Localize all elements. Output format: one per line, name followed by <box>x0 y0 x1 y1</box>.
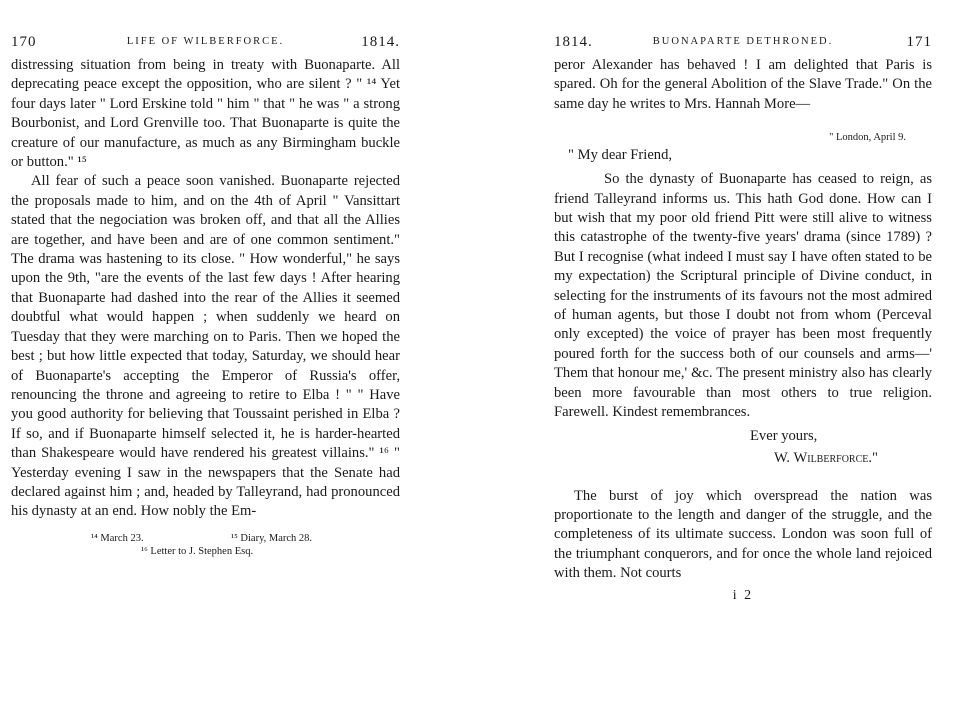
left-page-number: 170 <box>11 34 37 50</box>
right-closing-text <box>554 487 932 584</box>
left-paragraph-1: distressing situation from being in treaty with Buonaparte. All deprecating peace except the opposition, who are silent ? " ¹⁴ Yet four days later " Lord Erskine told " him " that " he was " a strong Bourbonist, and Lord Grenville too. That Buonaparte is quite the creature of our manufacture, as much as any Birmingham buckle or button." ¹⁵ <box>11 57 400 171</box>
signature-line: W. Wilberforce." <box>774 449 878 466</box>
letter-salutation: " My dear Friend, <box>568 147 673 164</box>
footnote-14: ¹⁴ March 23. <box>91 532 144 544</box>
left-year: 1814. <box>361 34 400 50</box>
letter-body <box>554 170 932 422</box>
right-running-head <box>554 34 932 56</box>
right-opening-paragraph: peror Alexander has behaved ! I am delighted that Paris is spared. Oh for the general Abolition of the Slave Trade." On the same day he writes to Mrs. Hannah More— <box>554 57 932 112</box>
letter-closing <box>554 425 932 469</box>
right-year: 1814. <box>554 34 593 50</box>
right-closing-paragraph: The burst of joy which overspread the nation was proportionate to the length and danger of the struggle, and the completeness of its ultimate success. London was soon full of the triumphant conquerors, and for once the whole land rejoiced with them. Not courts <box>554 487 932 582</box>
footnote-15: ¹⁵ Diary, March 28. <box>231 532 313 544</box>
left-running-head <box>11 34 400 56</box>
right-opening-text <box>554 56 932 114</box>
closing-line: Ever yours, <box>750 427 818 444</box>
right-running-title: BUONAPARTE DETHRONED. <box>652 36 834 47</box>
footnote-16: ¹⁶ Letter to J. Stephen Esq. <box>141 545 254 557</box>
left-running-title: LIFE OF WILBERFORCE. <box>126 36 285 47</box>
left-paragraph-2: All fear of such a peace soon vanished. Buonaparte rejected the proposals made to him, and on the 4th of April " Vansittart stated that the negociation was broken off, and that all the Allies are together, and have been and are of one common sentiment." The drama was hastening to its close. " How wonderful," he says upon the 9th, "are the events of the last few days ! After hearing that Buonaparte had dashed into the rear of the Allies it seemed doubtful what would happen ; when suddenly we heard on Tuesday that they were marching on to Paris. Then we hoped the best ; but how little expected that today, Saturday, we should hear of Buonaparte's accepting the Emperor of Russia's offer, renouncing the throne and agreeing to retire to Elba ! " " Have you good authority for believing that Toussaint perished in Elba ? If so, and if Buonaparte himself selected it, he is harder-hearted than Shakespeare would have rendered his greatest villains." ¹⁶ " Yesterday evening I saw in the newspapers that the Senate had declared against him ; and, headed by Talleyrand, had pronounced his dynasty at an end. How nobly the Em- <box>11 173 400 520</box>
letter-dateline: " London, April 9. <box>829 132 906 144</box>
right-page <box>490 0 980 705</box>
right-page-number: 171 <box>906 34 932 50</box>
letter-paragraph: So the dynasty of Buonaparte has ceased to reign, as friend Talleyrand informs us. This hath God done. How can I but wish that my poor old friend Pitt were still alive to witness this catastrophe of the twenty-five years' drama (since 1789) ? But I recognise (what indeed I must say I have often stated to be my expectation) the Scriptural principle of Divine conduct, in selecting for the instruments of its favours not the most admired of human agents, but those I doubt not from whom (Perceval only excepted) the voice of prayer has been most frequently poured forth for the success both of our counsels and arms—' Them that honour me,' &c. The present ministry also has clearly been more favourable than most others to true religion. Farewell. Kindest remembrances. <box>554 171 932 421</box>
signature-mark: i 2 <box>732 587 754 603</box>
left-footnotes <box>11 532 400 562</box>
left-body-text <box>11 56 400 522</box>
